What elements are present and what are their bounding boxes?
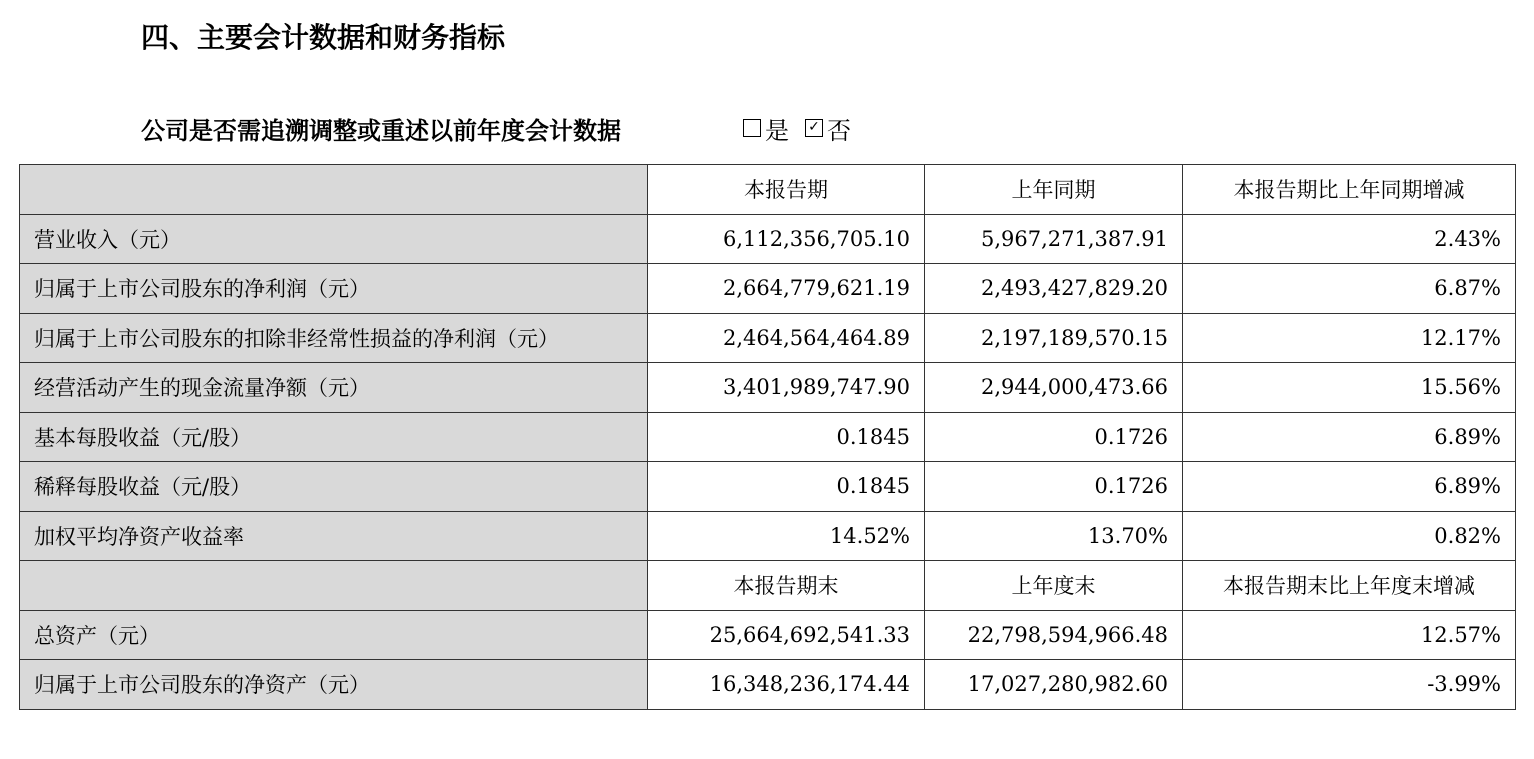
table-body [20,165,1516,710]
value-cell: 2,197,189,570.15 [925,313,1183,363]
column-header: 本报告期末 [648,561,925,611]
value-cell: 0.1845 [648,412,925,462]
checkbox-no-checked-icon[interactable]: ✓ [805,119,823,137]
table-row [20,462,1516,512]
row-label: 稀释每股收益（元/股） [20,462,648,512]
row-label: 归属于上市公司股东的净资产（元） [20,660,648,710]
row-label: 基本每股收益（元/股） [20,412,648,462]
header-blank-cell [20,561,648,611]
value-cell: 13.70% [925,511,1183,561]
financial-indicators-table [19,164,1516,710]
table-header-row [20,561,1516,611]
row-label: 营业收入（元） [20,214,648,264]
table-row [20,412,1516,462]
value-cell: 0.1726 [925,462,1183,512]
value-cell: 2,464,564,464.89 [648,313,925,363]
column-header: 上年度末 [925,561,1183,611]
value-cell: 3,401,989,747.90 [648,363,925,413]
value-cell: 6,112,356,705.10 [648,214,925,264]
value-cell: 12.17% [1183,313,1516,363]
table-header-row [20,165,1516,215]
column-header: 上年同期 [925,165,1183,215]
row-label: 总资产（元） [20,610,648,660]
restatement-question-row [141,108,867,148]
value-cell: 17,027,280,982.60 [925,660,1183,710]
option-no-label: 否 [827,116,851,145]
value-cell: 16,348,236,174.44 [648,660,925,710]
value-cell: 14.52% [648,511,925,561]
table-row [20,214,1516,264]
table-row [20,660,1516,710]
row-label: 经营活动产生的现金流量净额（元） [20,363,648,413]
table-row [20,313,1516,363]
checkbox-yes-icon[interactable] [743,119,761,137]
table-row [20,511,1516,561]
value-cell: 6.87% [1183,264,1516,314]
value-cell: 0.82% [1183,511,1516,561]
header-blank-cell [20,165,648,215]
option-no[interactable] [805,111,851,146]
value-cell: 2.43% [1183,214,1516,264]
table-row [20,363,1516,413]
table-row [20,264,1516,314]
value-cell: 22,798,594,966.48 [925,610,1183,660]
value-cell: 2,493,427,829.20 [925,264,1183,314]
value-cell: 0.1726 [925,412,1183,462]
value-cell: 2,944,000,473.66 [925,363,1183,413]
value-cell: -3.99% [1183,660,1516,710]
restatement-question: 公司是否需追溯调整或重述以前年度会计数据 [141,116,621,145]
value-cell: 5,967,271,387.91 [925,214,1183,264]
value-cell: 25,664,692,541.33 [648,610,925,660]
value-cell: 0.1845 [648,462,925,512]
row-label: 归属于上市公司股东的扣除非经常性损益的净利润（元） [20,313,648,363]
value-cell: 12.57% [1183,610,1516,660]
value-cell: 6.89% [1183,462,1516,512]
value-cell: 2,664,779,621.19 [648,264,925,314]
value-cell: 6.89% [1183,412,1516,462]
option-yes-label: 是 [765,116,789,145]
column-header: 本报告期末比上年度末增减 [1183,561,1516,611]
row-label: 归属于上市公司股东的净利润（元） [20,264,648,314]
value-cell: 15.56% [1183,363,1516,413]
option-yes[interactable] [743,111,789,146]
section-title: 四、主要会计数据和财务指标 [141,21,506,54]
row-label: 加权平均净资产收益率 [20,511,648,561]
table-row [20,610,1516,660]
column-header: 本报告期 [648,165,925,215]
column-header: 本报告期比上年同期增减 [1183,165,1516,215]
